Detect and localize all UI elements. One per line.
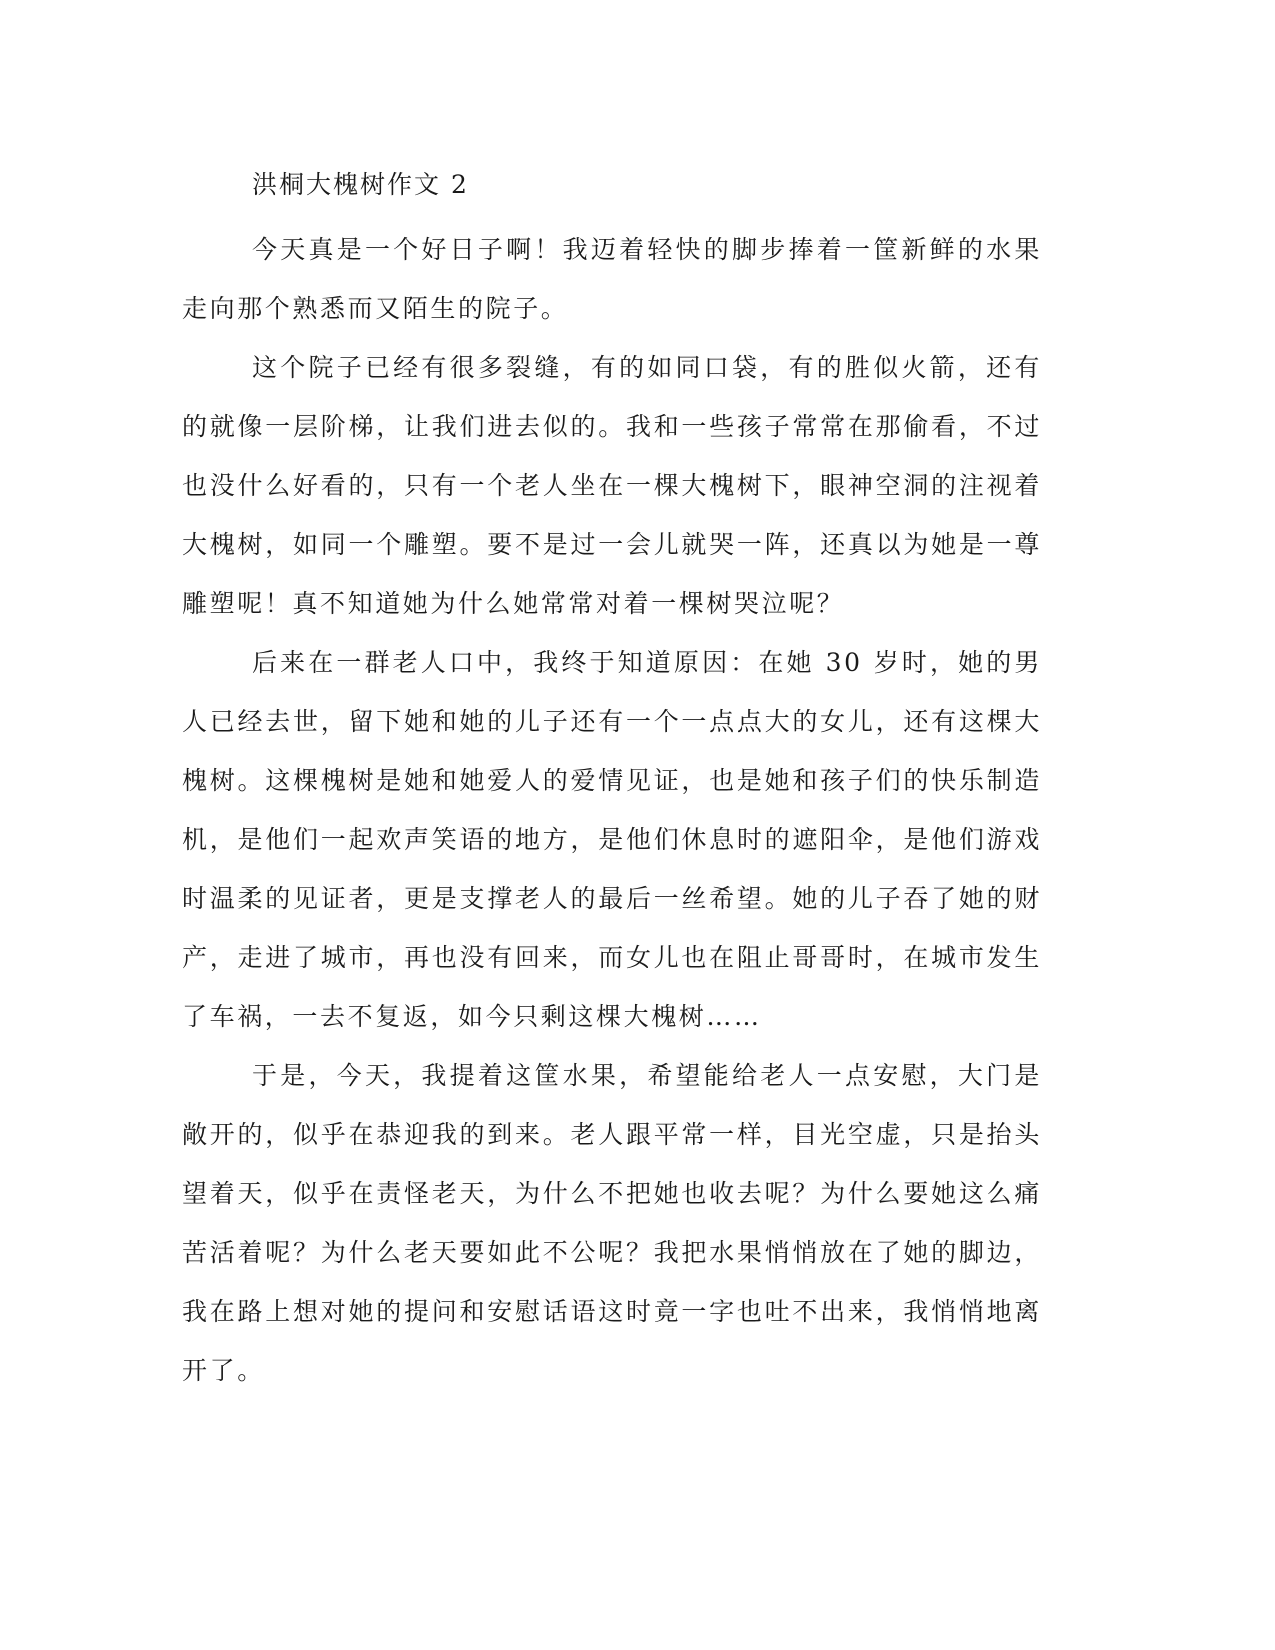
paragraph-3: 后来在一群老人口中，我终于知道原因：在她 30 岁时，她的男人已经去世，留下她和她的儿子还有一个一点点大的女儿，还有这棵大槐树。这棵槐树是她和她爱人的爱情见证，也是她和孩子们的快乐制造机，是他们一起欢声笑语的地方，是他们休息时的遮阳伞，是他们游戏时温柔的见证者，更是支撑老人的最后一丝希望。她的儿子吞了她的财产，走进了城市，再也没有回来，而女儿也在阻止哥哥时，在城市发生了车祸，一去不复返，如今只剩这棵大槐树……	[182, 648, 1042, 1031]
document-body	[182, 220, 1042, 1400]
paragraph-4: 于是，今天，我提着这筐水果，希望能给老人一点安慰，大门是敞开的，似乎在恭迎我的到来。老人跟平常一样，目光空虚，只是抬头望着天，似乎在责怪老天，为什么不把她也收去呢？为什么要她这么痛苦活着呢？为什么老天要如此不公呢？我把水果悄悄放在了她的脚边，我在路上想对她的提问和安慰话语这时竟一字也吐不出来，我悄悄地离开了。	[182, 1061, 1042, 1385]
document-title: 洪桐大槐树作文 2	[252, 170, 469, 199]
paragraph-1: 今天真是一个好日子啊！我迈着轻快的脚步捧着一筐新鲜的水果走向那个熟悉而又陌生的院子。	[182, 235, 1042, 323]
paragraph-2: 这个院子已经有很多裂缝，有的如同口袋，有的胜似火箭，还有的就像一层阶梯，让我们进去似的。我和一些孩子常常在那偷看，不过也没什么好看的，只有一个老人坐在一棵大槐树下，眼神空洞的注视着大槐树，如同一个雕塑。要不是过一会儿就哭一阵，还真以为她是一尊雕塑呢！真不知道她为什么她常常对着一棵树哭泣呢？	[182, 353, 1042, 618]
